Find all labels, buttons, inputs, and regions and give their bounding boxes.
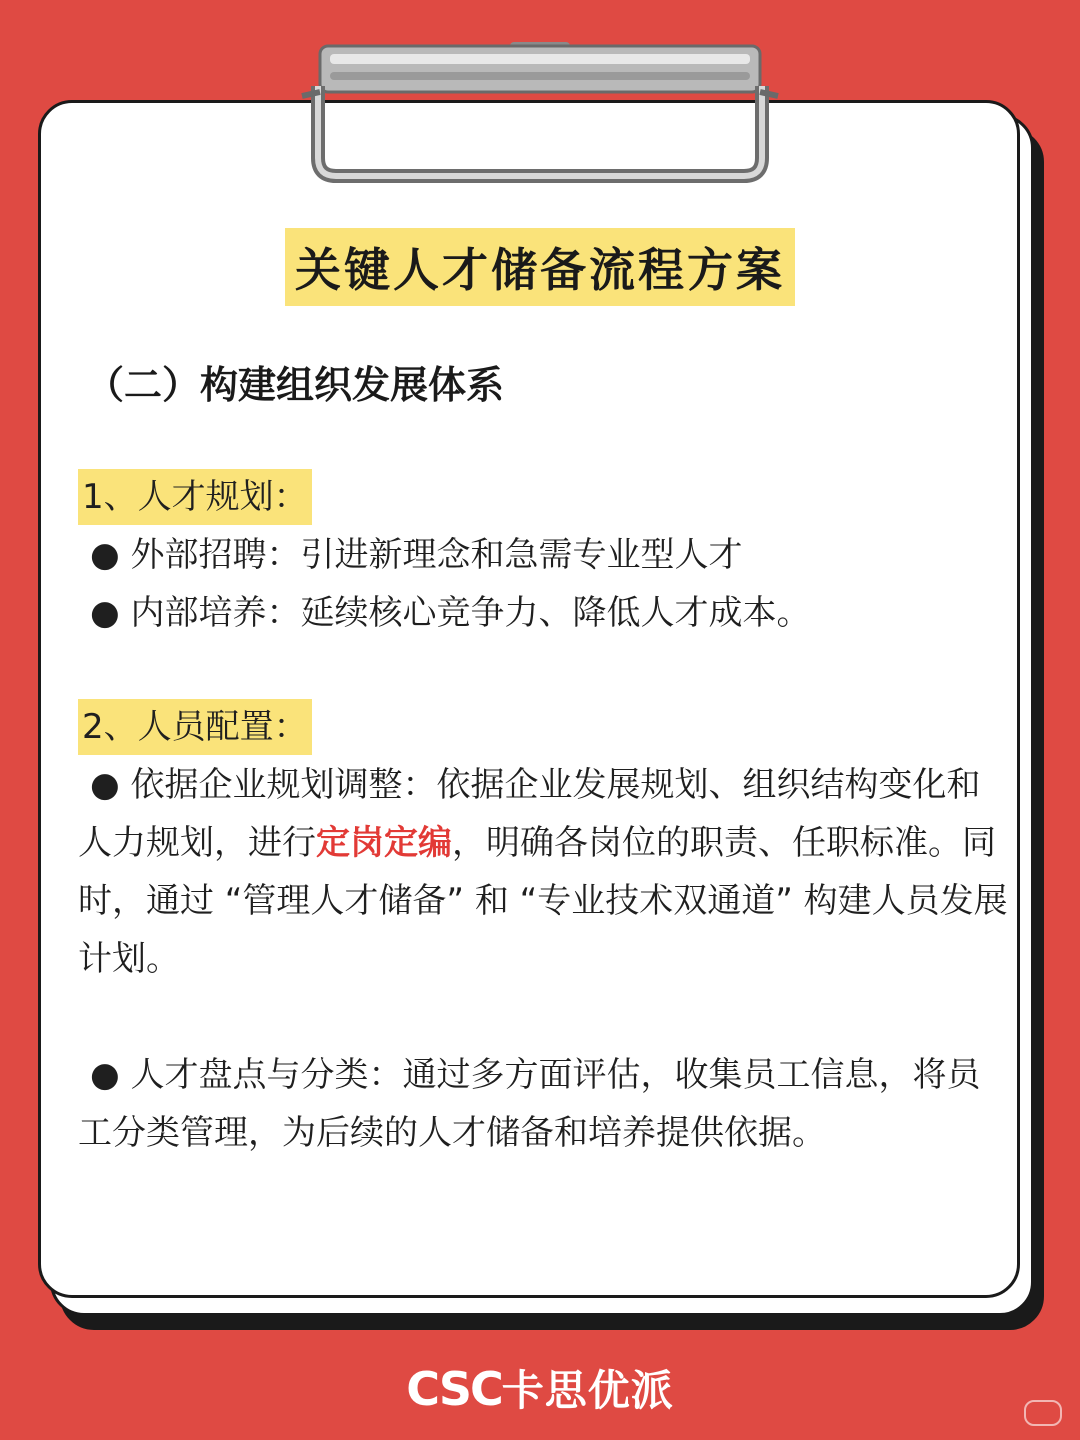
brand-logo [0, 1358, 1080, 1418]
item1-heading: 1、人才规划： [78, 469, 312, 525]
item2-p1-text-after: ，明确各岗位的职责、任职标准。同时，通过 “管理人才储备” 和 “专业技术双通道” 构建人员发展计划。 [78, 823, 1008, 979]
clipboard-clip-icon [290, 36, 790, 196]
item1-bullet-internal: ● 内部培养：延续核心竞争力、降低人才成本。 [90, 593, 811, 633]
item2-paragraph-1 [78, 756, 1008, 988]
item2-p1-text-before: ● 依据企业规划调整：依据企业发展规划、组织结构变化和人力规划，进行 [78, 765, 981, 863]
brand-logo-en: CSC [406, 1362, 502, 1416]
item1-bullet-external: ● 外部招聘：引进新理念和急需专业型人才 [90, 535, 743, 575]
content-body [78, 468, 1008, 1162]
item2-p1-highlight: 定岗定编 [316, 823, 452, 863]
page-title: 关键人才储备流程方案 [285, 228, 795, 306]
brand-logo-cn: 卡思优派 [501, 1366, 674, 1415]
item2-paragraph-2: ● 人才盘点与分类：通过多方面评估，收集员工信息，将员工分类管理，为后续的人才储备和培养提供依据。 [78, 1055, 981, 1153]
item2-heading: 2、人员配置： [78, 699, 312, 755]
watermark-icon [1024, 1400, 1062, 1426]
section-heading: （二）构建组织发展体系 [86, 363, 505, 407]
